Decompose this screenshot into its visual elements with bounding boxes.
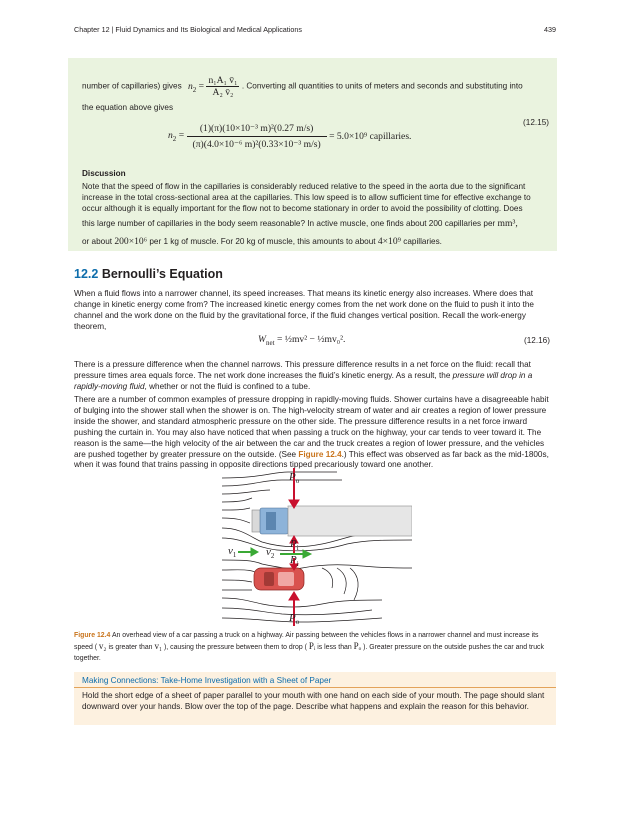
section-number: 12.2 — [74, 267, 99, 281]
discussion-line3 — [82, 236, 552, 247]
example-continuation-box — [68, 58, 557, 251]
section-title: Bernoulli’s Equation — [101, 267, 223, 281]
car-roof — [278, 572, 294, 586]
discussion-val1: 200×10⁶ — [114, 236, 148, 247]
paragraph-2-emphasis: pressure will drop in a rapidly-moving fluid — [74, 370, 533, 391]
figure-12-4 — [222, 468, 412, 628]
eq3-lhs-sub: net — [266, 338, 275, 347]
discussion-line3-c: capillaries. — [403, 237, 442, 246]
label-pi-upper-sub: i — [296, 544, 299, 553]
eq3-number: (12.16) — [524, 336, 550, 345]
box1-line1: number of capillaries) gives $n_2$ = $\frac{\text{n₁A₁ v̄₁}}{\text{A₂ v̄₂}}$ . Converting all quantities to units of meters and seconds and substituting into — [82, 75, 523, 98]
paragraph-3-a: There are a number of common examples of pressure dropping in rapidly-moving fluids. Shower curtains have a disagreeable habit of bulging into the shower stall when the shower is on. The high-velocity stream of water and air creates a region of lower pressure inside the shower, and standard atmospheric pressure on the other side. The pressure difference results in a net force inward pushing the curtain in. You may also have noticed that when passing a truck on the highway, your car tends to veer toward it. The reason is the same—the high velocity of the air between the car and the truck creates a region of lower pressure, and the vehicles are pushed together by greater pressure on the outside. (See — [74, 395, 549, 459]
label-pi-lower-sub: i — [296, 560, 299, 569]
label-po-bottom — [289, 612, 299, 626]
caption-pi: Pᵢ — [308, 641, 316, 651]
figure-caption — [74, 630, 554, 664]
label-v1-text: v — [228, 545, 233, 557]
eq2-fraction — [187, 121, 327, 152]
paragraph-2-b: , whether or not the fluid is confined to a tube. — [144, 381, 311, 391]
caption-po: Pₒ — [353, 641, 362, 651]
paragraph-3 — [74, 395, 554, 471]
box1-line1-pre: number of capillaries) gives — [82, 81, 182, 91]
label-po-top — [289, 471, 299, 485]
paragraph-2-a: There is a pressure difference when the channel narrows. This pressure difference results in a net force on the fluid: recall that pressure times area equals force. The net work done increases the fluid’s kinetic energy. As a result, the — [74, 360, 531, 380]
eq2-denominator: (π)(4.0×10⁻⁶ m)²(0.33×10⁻³ m/s) — [192, 139, 321, 150]
figure-link[interactable]: Figure 12.4 — [298, 449, 342, 459]
caption-v1: v₁ — [154, 641, 163, 651]
label-po-top-sub: o — [295, 477, 300, 486]
car-windshield — [264, 572, 274, 586]
eq1-numerator: n₁A₁ v̄₁ — [208, 75, 238, 86]
label-v2-text: v — [266, 546, 271, 558]
eq1-denominator: A₂ v̄₂ — [212, 87, 234, 98]
label-v1-sub: 1 — [232, 551, 237, 560]
discussion-line2 — [82, 218, 552, 229]
arrow-bottom-head — [289, 592, 299, 600]
eq-12-15: $n_2$ = $\frac{\text{(1)(π)(10×10⁻³ m)²(0.27 m/s)}}{\text{(π)(4.0×10⁻⁶ m)²(0.33×10⁻³ m/s)}}$ = 5.0×10⁹ capillaries. — [168, 123, 412, 150]
caption-label: Figure 12.4 — [74, 632, 111, 639]
caption-text-e: ). Greater pressure on the outside pushes the car and truck together. — [74, 644, 544, 662]
car — [254, 568, 304, 590]
discussion-line3-a: or about — [82, 237, 113, 246]
eq1-lhs: n — [187, 80, 193, 92]
caption-text-b: is greater than — [108, 644, 153, 651]
label-pi-lower — [290, 554, 299, 568]
box1-line1-post: . Converting all quantities to units of meters and seconds and substituting into — [241, 81, 523, 91]
eq2-result: = 5.0×10⁹ capillaries. — [329, 131, 412, 142]
making-connections-divider — [74, 687, 556, 688]
paragraph-1: When a fluid flows into a narrower channel, its speed increases. That means its kinetic energy also increases. Where does that change in kinetic energy come from? The increased kinetic energy comes from the net work done on the fluid to push it into the channel and the work done on the fluid by the gravitational force, if the fluid changes vertical position. Recall the work-energy theorem, — [74, 289, 534, 331]
making-connections-title: Making Connections: Take-Home Investigation with a Sheet of Paper — [82, 676, 332, 685]
eq3-rhs: = ½mv² − ½mv₀². — [276, 334, 346, 345]
eq3-lhs: W — [258, 334, 266, 345]
v2-arrow-head — [303, 550, 311, 558]
discussion-line2-text: this large number of capillaries in the body seem reasonable? In active muscle, one finds about 200 capillaries per — [82, 219, 496, 228]
paragraph-2 — [74, 360, 554, 393]
discussion-line3-b: per 1 kg of muscle. For 20 kg of muscle, this amounts to about — [149, 237, 376, 246]
page-header — [74, 25, 556, 34]
making-connections-body: Hold the short edge of a sheet of paper parallel to your mouth with one hand on each side of your mouth. The page should slant downward over your hands. Blow over the top of the page. Describe what happens and explain the reason for this behavior. — [82, 691, 545, 711]
eq2-numerator: (1)(π)(10×10⁻³ m)²(0.27 m/s) — [187, 121, 327, 137]
label-po-bottom-sub: o — [295, 618, 300, 627]
discussion-text: Note that the speed of flow in the capillaries is considerably reduced relative to the speed in the aorta due to the significant increase in the total cross-sectional area at the capillaries. This low speed is to allow sufficient time for effective exchange to occur although it is equally important for the flow not to become stationary in order to avoid the possibility of clotting. Does — [82, 182, 531, 213]
label-po-top-text: P — [289, 471, 296, 483]
discussion-val2: 4×10⁹ — [377, 236, 401, 247]
making-connections-box — [74, 672, 556, 725]
page-number: 439 — [544, 25, 556, 34]
discussion-title: Discussion — [82, 169, 126, 178]
label-pi-upper — [290, 538, 299, 552]
eq1-fraction — [206, 75, 239, 98]
eq2-number: (12.15) — [523, 118, 549, 127]
label-v2-sub: 2 — [270, 552, 275, 561]
discussion-unit: mm³, — [497, 218, 518, 229]
label-po-bottom-text: P — [289, 612, 296, 624]
caption-text-a: An overhead view of a car passing a truck on a highway. Air passing between the vehicles flows in a narrower channel and must increase its speed ( — [74, 632, 539, 651]
label-v2 — [266, 546, 274, 560]
streamlines — [222, 472, 412, 622]
v1-arrow-head — [251, 548, 258, 556]
section-heading — [74, 267, 223, 281]
caption-text-d: is less than — [317, 644, 352, 651]
eq-12-16 — [258, 334, 345, 347]
truck-windshield — [266, 512, 276, 530]
truck-trailer — [288, 506, 412, 536]
caption-v2: v₂ — [98, 641, 107, 651]
caption-text-c: ), causing the pressure between them to drop ( — [164, 644, 307, 651]
truck — [252, 506, 412, 536]
label-pi-lower-text: P — [290, 554, 297, 566]
box1-line2: the equation above gives — [82, 103, 174, 112]
paragraph-3-b: .) This effect was observed as far back as the mid-1800s, when it was found that trains passing in opposite directions tipped precariously toward one another. — [74, 449, 549, 470]
chapter-title: Chapter 12 | Fluid Dynamics and Its Biological and Medical Applications — [74, 25, 302, 34]
label-v1 — [228, 545, 236, 559]
label-pi-upper-text: P — [290, 538, 297, 550]
